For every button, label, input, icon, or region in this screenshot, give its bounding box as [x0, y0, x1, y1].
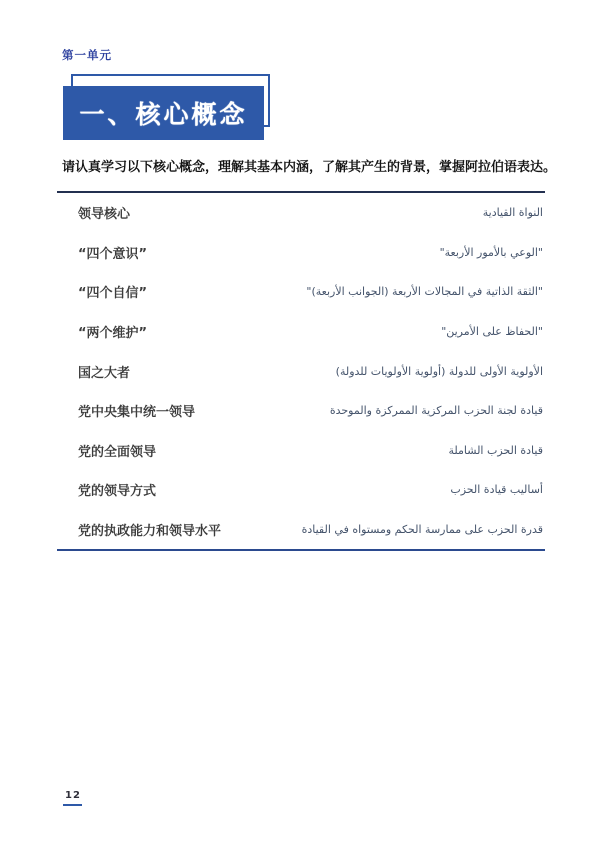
unit-label: 第一单元	[62, 48, 112, 62]
concept-term-zh: 党的执政能力和领导水平	[78, 524, 222, 540]
concept-term-ar: الأولوية الأولى للدولة (أولوية الأولويات للدولة)	[335, 364, 543, 378]
concept-term-ar: النواة القيادية	[482, 206, 543, 220]
table-row	[57, 233, 545, 273]
page-number-rule	[63, 804, 82, 806]
concept-term-zh: “四个自信”	[78, 286, 148, 302]
concept-term-zh: 党的领导方式	[78, 484, 157, 500]
table-row	[57, 193, 545, 233]
concept-term-ar: "الحفاظ على الأمرين"	[441, 325, 543, 339]
concept-term-ar: "الثقة الذاتية في المجالات الأربعة (الجوانب الأربعة)"	[306, 285, 543, 299]
concept-term-zh: 国之大者	[78, 365, 131, 381]
concept-term-zh: “两个维护”	[78, 326, 148, 342]
concept-term-zh: 党的全面领导	[78, 444, 157, 460]
page-number: 12	[65, 790, 81, 801]
intro-text: 请认真学习以下核心概念，理解其基本内涵，了解其产生的背景，掌握阿拉伯语表达。	[62, 160, 557, 175]
concept-term-zh: “四个意识”	[78, 246, 148, 262]
concept-term-ar: قيادة لجنة الحزب المركزية الممركزة والموحدة	[329, 404, 543, 418]
section-title: 一、核心概念	[63, 86, 264, 140]
concept-term-zh: 党中央集中统一领导	[78, 405, 196, 421]
concept-term-ar: "الوعي بالأمور الأربعة"	[439, 245, 543, 259]
concept-term-ar: قيادة الحزب الشاملة	[448, 443, 543, 457]
table-row	[57, 431, 545, 471]
table-row	[57, 312, 545, 352]
concept-term-ar: أساليب قيادة الحزب	[450, 483, 543, 497]
concept-term-zh: 领导核心	[78, 207, 131, 223]
concepts-table	[57, 191, 545, 551]
table-row	[57, 272, 545, 312]
table-row	[57, 351, 545, 391]
table-row	[57, 510, 545, 550]
table-row	[57, 470, 545, 510]
concept-term-ar: قدرة الحزب على ممارسة الحكم ومستواه في القيادة	[301, 523, 543, 537]
table-row	[57, 391, 545, 431]
section-header	[63, 74, 275, 141]
